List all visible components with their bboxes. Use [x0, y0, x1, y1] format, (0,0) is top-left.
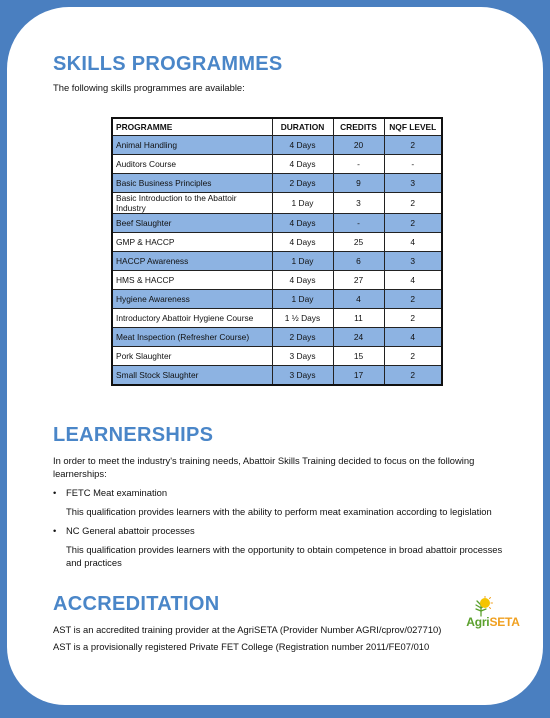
cell-programme: Meat Inspection (Refresher Course) — [112, 328, 272, 347]
learnership-title: NC General abattoir processes — [66, 525, 195, 536]
cell-credits: 25 — [333, 233, 384, 252]
table-row — [112, 136, 442, 155]
cell-nqf-level: 4 — [384, 233, 442, 252]
cell-credits: 6 — [333, 252, 384, 271]
learnerships-heading: LEARNERSHIPS — [53, 424, 214, 446]
table-row — [112, 174, 442, 193]
header-credits: CREDITS — [333, 118, 384, 136]
table-row — [112, 328, 442, 347]
table-row — [112, 214, 442, 233]
cell-duration: 3 Days — [272, 347, 333, 366]
cell-programme: HMS & HACCP — [112, 271, 272, 290]
table-row — [112, 155, 442, 174]
cell-duration: 4 Days — [272, 271, 333, 290]
skills-heading: SKILLS PROGRAMMES — [53, 53, 283, 75]
cell-programme: GMP & HACCP — [112, 233, 272, 252]
table-row — [112, 252, 442, 271]
cell-credits: 27 — [333, 271, 384, 290]
table-row — [112, 233, 442, 252]
header-duration: DURATION — [272, 118, 333, 136]
cell-duration: 2 Days — [272, 174, 333, 193]
cell-programme: Basic Introduction to the Abattoir Industry — [112, 193, 272, 214]
learnership-description: This qualification provides learners with the ability to perform meat examination according to legislation — [66, 506, 492, 517]
cell-programme: Beef Slaughter — [112, 214, 272, 233]
cell-credits: 9 — [333, 174, 384, 193]
cell-programme: Auditors Course — [112, 155, 272, 174]
cell-nqf-level: 2 — [384, 366, 442, 386]
cell-nqf-level: 2 — [384, 193, 442, 214]
table-row — [112, 271, 442, 290]
cell-nqf-level: 2 — [384, 136, 442, 155]
cell-programme: Small Stock Slaughter — [112, 366, 272, 386]
cell-credits: 4 — [333, 290, 384, 309]
cell-nqf-level: 3 — [384, 174, 442, 193]
cell-duration: 2 Days — [272, 328, 333, 347]
skills-intro: The following skills programmes are available: — [53, 82, 245, 93]
accreditation-line: AST is an accredited training provider at the AgriSETA (Provider Number AGRI/cprov/027710) — [53, 624, 442, 635]
cell-duration: 4 Days — [272, 136, 333, 155]
cell-nqf-level: 2 — [384, 309, 442, 328]
cell-duration: 1 Day — [272, 193, 333, 214]
bullet-icon: • — [53, 525, 57, 536]
cell-nqf-level: 2 — [384, 347, 442, 366]
cell-programme: HACCP Awareness — [112, 252, 272, 271]
learnership-description: This qualification provides learners with the opportunity to obtain competence in broad abattoir processes and practices — [66, 544, 503, 568]
skills-programmes-table — [111, 117, 443, 386]
cell-nqf-level: 2 — [384, 290, 442, 309]
cell-duration: 4 Days — [272, 214, 333, 233]
page-card — [7, 7, 543, 705]
cell-credits: 17 — [333, 366, 384, 386]
table-row — [112, 193, 442, 214]
accreditation-line: AST is a provisionally registered Private FET College (Registration number 2011/FE07/010 — [53, 641, 430, 652]
cell-duration: 1 ½ Days — [272, 309, 333, 328]
cell-nqf-level: 4 — [384, 271, 442, 290]
table-header-row — [112, 118, 442, 136]
cell-programme: Introductory Abattoir Hygiene Course — [112, 309, 272, 328]
cell-nqf-level: 4 — [384, 328, 442, 347]
cell-nqf-level: 2 — [384, 214, 442, 233]
learnerships-intro: In order to meet the industry's training needs, Abattoir Skills Training decided to focus on the following learnerships: — [53, 455, 475, 479]
agriseta-logo-text: AgriSETA — [466, 615, 520, 629]
bullet-icon: • — [53, 487, 57, 498]
cell-credits: 15 — [333, 347, 384, 366]
cell-credits: 20 — [333, 136, 384, 155]
list-item — [53, 524, 513, 569]
cell-nqf-level: 3 — [384, 252, 442, 271]
page-content — [53, 53, 513, 653]
cell-duration: 3 Days — [272, 366, 333, 386]
cell-duration: 4 Days — [272, 233, 333, 252]
header-programme: PROGRAMME — [112, 118, 272, 136]
cell-duration: 4 Days — [272, 155, 333, 174]
cell-credits: 3 — [333, 193, 384, 214]
cell-duration: 1 Day — [272, 290, 333, 309]
cell-programme: Hygiene Awareness — [112, 290, 272, 309]
table-row — [112, 309, 442, 328]
table-row — [112, 347, 442, 366]
cell-credits: - — [333, 155, 384, 174]
table-row — [112, 366, 442, 386]
header-nqf-level: NQF LEVEL — [384, 118, 442, 136]
accreditation-heading: ACCREDITATION — [53, 593, 220, 615]
cell-duration: 1 Day — [272, 252, 333, 271]
cell-programme: Animal Handling — [112, 136, 272, 155]
list-item — [53, 486, 513, 518]
cell-credits: - — [333, 214, 384, 233]
cell-credits: 24 — [333, 328, 384, 347]
cell-programme: Pork Slaughter — [112, 347, 272, 366]
learnership-title: FETC Meat examination — [66, 487, 168, 498]
cell-credits: 11 — [333, 309, 384, 328]
table-row — [112, 290, 442, 309]
learnerships-list — [53, 486, 513, 569]
cell-nqf-level: - — [384, 155, 442, 174]
cell-programme: Basic Business Principles — [112, 174, 272, 193]
agriseta-logo — [461, 596, 525, 640]
